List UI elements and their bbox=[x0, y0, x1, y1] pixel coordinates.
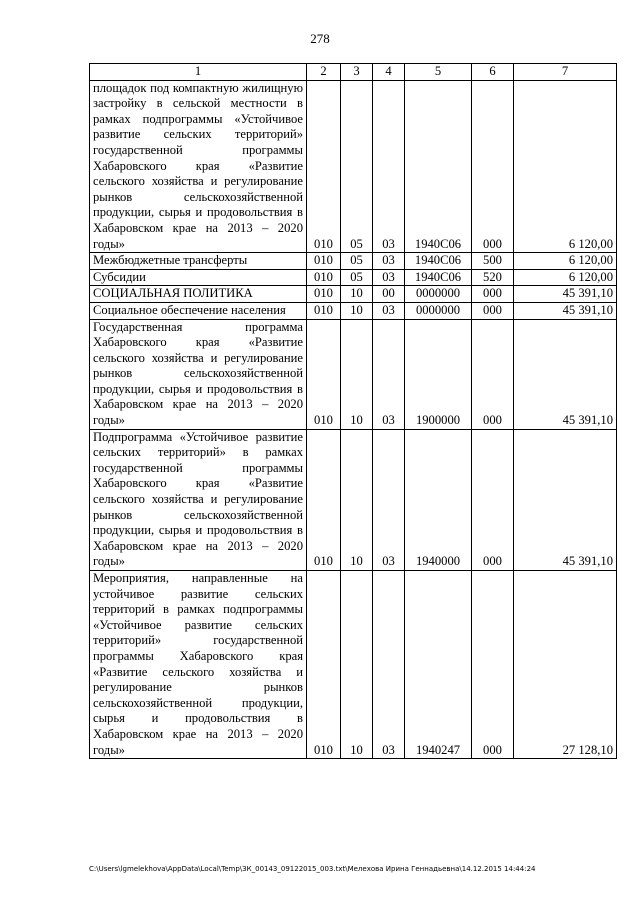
row-code-ministry: 010 bbox=[307, 286, 341, 303]
file-path-footer: C:\Users\lgmelekhova\AppData\Local\Temp\ЗК_00143_09122015_003.txt\Мелехова Ирина Геннадьевна\14.12.2015 14:44:24 bbox=[89, 865, 536, 873]
row-amount: 6 120,00 bbox=[514, 269, 617, 286]
row-amount: 6 120,00 bbox=[514, 253, 617, 270]
row-code-ministry: 010 bbox=[307, 269, 341, 286]
row-name: Межбюджетные трансферты bbox=[90, 253, 307, 270]
column-header: 3 bbox=[341, 64, 373, 81]
row-code-ministry: 010 bbox=[307, 571, 341, 759]
table-row bbox=[90, 269, 617, 286]
row-name: площадок под компактную жилищную застройку в сельской местности в рамках подпрограммы «Устойчивое развитие сельских территорий» государственной программы Хабаровского края «Развитие сельского хозяйства и регулирование рынков сельскохозяйственной продукции, сырья и продовольствия в Хабаровском крае на 2013 – 2020 годы» bbox=[90, 80, 307, 253]
row-code-target: 0000000 bbox=[405, 286, 472, 303]
row-code-section: 10 bbox=[341, 571, 373, 759]
row-amount: 45 391,10 bbox=[514, 302, 617, 319]
column-header: 6 bbox=[472, 64, 514, 81]
table-row bbox=[90, 302, 617, 319]
row-code-subsection: 03 bbox=[373, 429, 405, 570]
row-amount: 27 128,10 bbox=[514, 571, 617, 759]
row-name: Государственная программа Хабаровского края «Развитие сельского хозяйства и регулирование рынков сельскохозяйственной продукции, сырья и продовольствия в Хабаровском крае на 2013 – 2020 годы» bbox=[90, 319, 307, 429]
row-name: Субсидии bbox=[90, 269, 307, 286]
column-header: 2 bbox=[307, 64, 341, 81]
row-amount: 45 391,10 bbox=[514, 319, 617, 429]
row-name: СОЦИАЛЬНАЯ ПОЛИТИКА bbox=[90, 286, 307, 303]
row-amount: 45 391,10 bbox=[514, 429, 617, 570]
row-amount: 6 120,00 bbox=[514, 80, 617, 253]
row-code-subsection: 03 bbox=[373, 80, 405, 253]
row-code-section: 10 bbox=[341, 429, 373, 570]
row-code-section: 05 bbox=[341, 269, 373, 286]
row-code-target: 1940247 bbox=[405, 571, 472, 759]
row-code-section: 05 bbox=[341, 80, 373, 253]
row-code-expense-type: 000 bbox=[472, 571, 514, 759]
row-code-target: 1940С06 bbox=[405, 269, 472, 286]
column-header: 1 bbox=[90, 64, 307, 81]
row-code-ministry: 010 bbox=[307, 319, 341, 429]
row-code-section: 10 bbox=[341, 319, 373, 429]
row-code-subsection: 03 bbox=[373, 571, 405, 759]
row-code-subsection: 03 bbox=[373, 253, 405, 270]
row-code-subsection: 00 bbox=[373, 286, 405, 303]
row-code-target: 1940000 bbox=[405, 429, 472, 570]
row-code-expense-type: 000 bbox=[472, 80, 514, 253]
row-code-target: 1940С06 bbox=[405, 253, 472, 270]
row-code-subsection: 03 bbox=[373, 302, 405, 319]
row-amount: 45 391,10 bbox=[514, 286, 617, 303]
column-header: 4 bbox=[373, 64, 405, 81]
column-header: 5 bbox=[405, 64, 472, 81]
table-row bbox=[90, 429, 617, 570]
row-code-expense-type: 000 bbox=[472, 319, 514, 429]
row-code-ministry: 010 bbox=[307, 253, 341, 270]
row-name: Социальное обеспечение населения bbox=[90, 302, 307, 319]
row-code-expense-type: 500 bbox=[472, 253, 514, 270]
table-row bbox=[90, 319, 617, 429]
row-code-expense-type: 520 bbox=[472, 269, 514, 286]
row-code-section: 05 bbox=[341, 253, 373, 270]
row-code-target: 1900000 bbox=[405, 319, 472, 429]
row-name: Мероприятия, направленные на устойчивое развитие сельских территорий в рамках подпрограммы «Устойчивое развитие сельских территорий» государственной программы Хабаровского края «Развитие сельского хозяйства и регулирование рынков сельскохозяйственной продукции, сырья и продовольствия в Хабаровском крае на 2013 – 2020 годы» bbox=[90, 571, 307, 759]
table-row bbox=[90, 253, 617, 270]
row-name: Подпрограмма «Устойчивое развитие сельских территорий» в рамках государственной программы Хабаровского края «Развитие сельского хозяйства и регулирование рынков сельскохозяйственной продукции, сырья и продовольствия в Хабаровском крае на 2013 – 2020 годы» bbox=[90, 429, 307, 570]
row-code-section: 10 bbox=[341, 286, 373, 303]
row-code-ministry: 010 bbox=[307, 80, 341, 253]
row-code-ministry: 010 bbox=[307, 302, 341, 319]
row-code-expense-type: 000 bbox=[472, 286, 514, 303]
table-row bbox=[90, 571, 617, 759]
table-row bbox=[90, 286, 617, 303]
page-number: 278 bbox=[310, 31, 330, 46]
row-code-subsection: 03 bbox=[373, 269, 405, 286]
table-header-row bbox=[90, 64, 617, 81]
budget-table bbox=[89, 63, 617, 759]
row-code-subsection: 03 bbox=[373, 319, 405, 429]
row-code-ministry: 010 bbox=[307, 429, 341, 570]
row-code-expense-type: 000 bbox=[472, 302, 514, 319]
row-code-section: 10 bbox=[341, 302, 373, 319]
row-code-expense-type: 000 bbox=[472, 429, 514, 570]
row-code-target: 1940С06 bbox=[405, 80, 472, 253]
table-row bbox=[90, 80, 617, 253]
column-header: 7 bbox=[514, 64, 617, 81]
row-code-target: 0000000 bbox=[405, 302, 472, 319]
